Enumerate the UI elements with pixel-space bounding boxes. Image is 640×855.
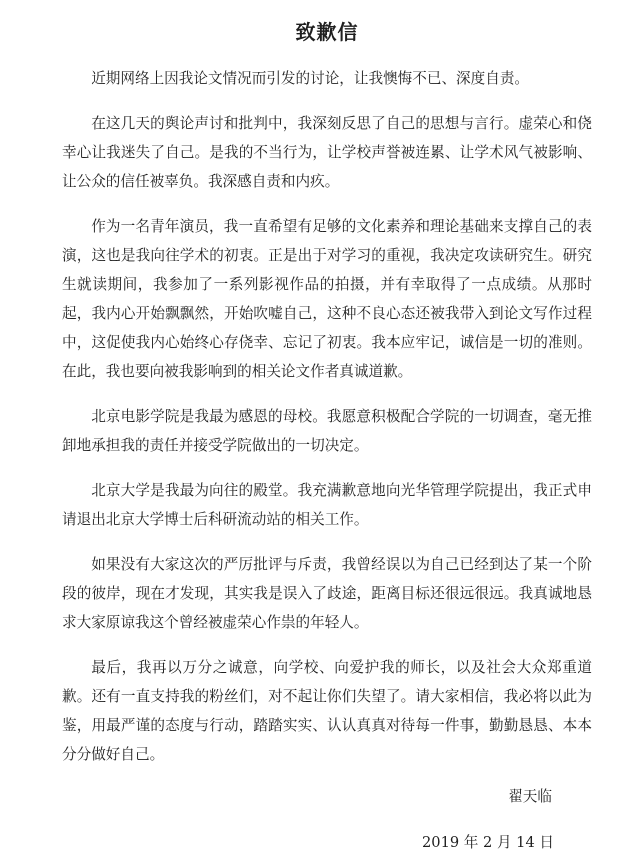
- letter-date: 2019 年 2 月 14 日: [422, 834, 554, 851]
- paragraph-4: 北京电影学院是我最为感恩的母校。我愿意积极配合学院的一切调查，毫无推卸地承担我的责任并接受学院做出的一切决定。: [62, 408, 592, 454]
- paragraph-6: 如果没有大家这次的严厉批评与斥责，我曾经误以为自己已经到达了某一个阶段的彼岸，现在才发现，其实我是误入了歧途，距离目标还很远很远。我真诚地恳求大家原谅我这个曾经被虚荣心作祟的年轻人。: [62, 556, 592, 631]
- paragraph-1: 近期网络上因我论文情况而引发的讨论，让我懊悔不已、深度自责。: [91, 70, 530, 87]
- letter-title: 致歉信: [295, 20, 359, 44]
- paragraph-3: 作为一名青年演员，我一直希望有足够的文化素养和理论基础来支撑自己的表演，这也是我向往学术的初衷。正是出于对学习的重视，我决定攻读研究生。研究生就读期间，我参加了一系列影视作品的拍摄，并有幸取得了一点成绩。从那时起，我内心开始飘飘然，开始吹嘘自己，这种不良心态还被我带入到论文写作过程中，这促使我内心始终心存侥幸、忘记了初衷。我本应牢记，诚信是一切的准则。在此，我也要向被我影响到的相关论文作者真诚道歉。: [62, 218, 592, 380]
- signature: 翟天临: [508, 788, 552, 805]
- paragraph-2: 在这几天的舆论声讨和批判中，我深刻反思了自己的思想与言行。虚荣心和侥幸心让我迷失了自己。是我的不当行为，让学校声誉被连累、让学术风气被影响、让公众的信任被辜负。我深感自责和内疚。: [62, 115, 592, 190]
- paragraph-5: 北京大学是我最为向往的殿堂。我充满歉意地向光华管理学院提出，我正式申请退出北京大学博士后科研流动站的相关工作。: [62, 482, 592, 528]
- paragraph-7: 最后，我再以万分之诚意，向学校、向爱护我的师长，以及社会大众郑重道歉。还有一直支持我的粉丝们，对不起让你们失望了。请大家相信，我必将以此为鉴，用最严谨的态度与行动，踏踏实实、认认真真对待每一件事，勤勤恳恳、本本分分做好自己。: [62, 659, 592, 763]
